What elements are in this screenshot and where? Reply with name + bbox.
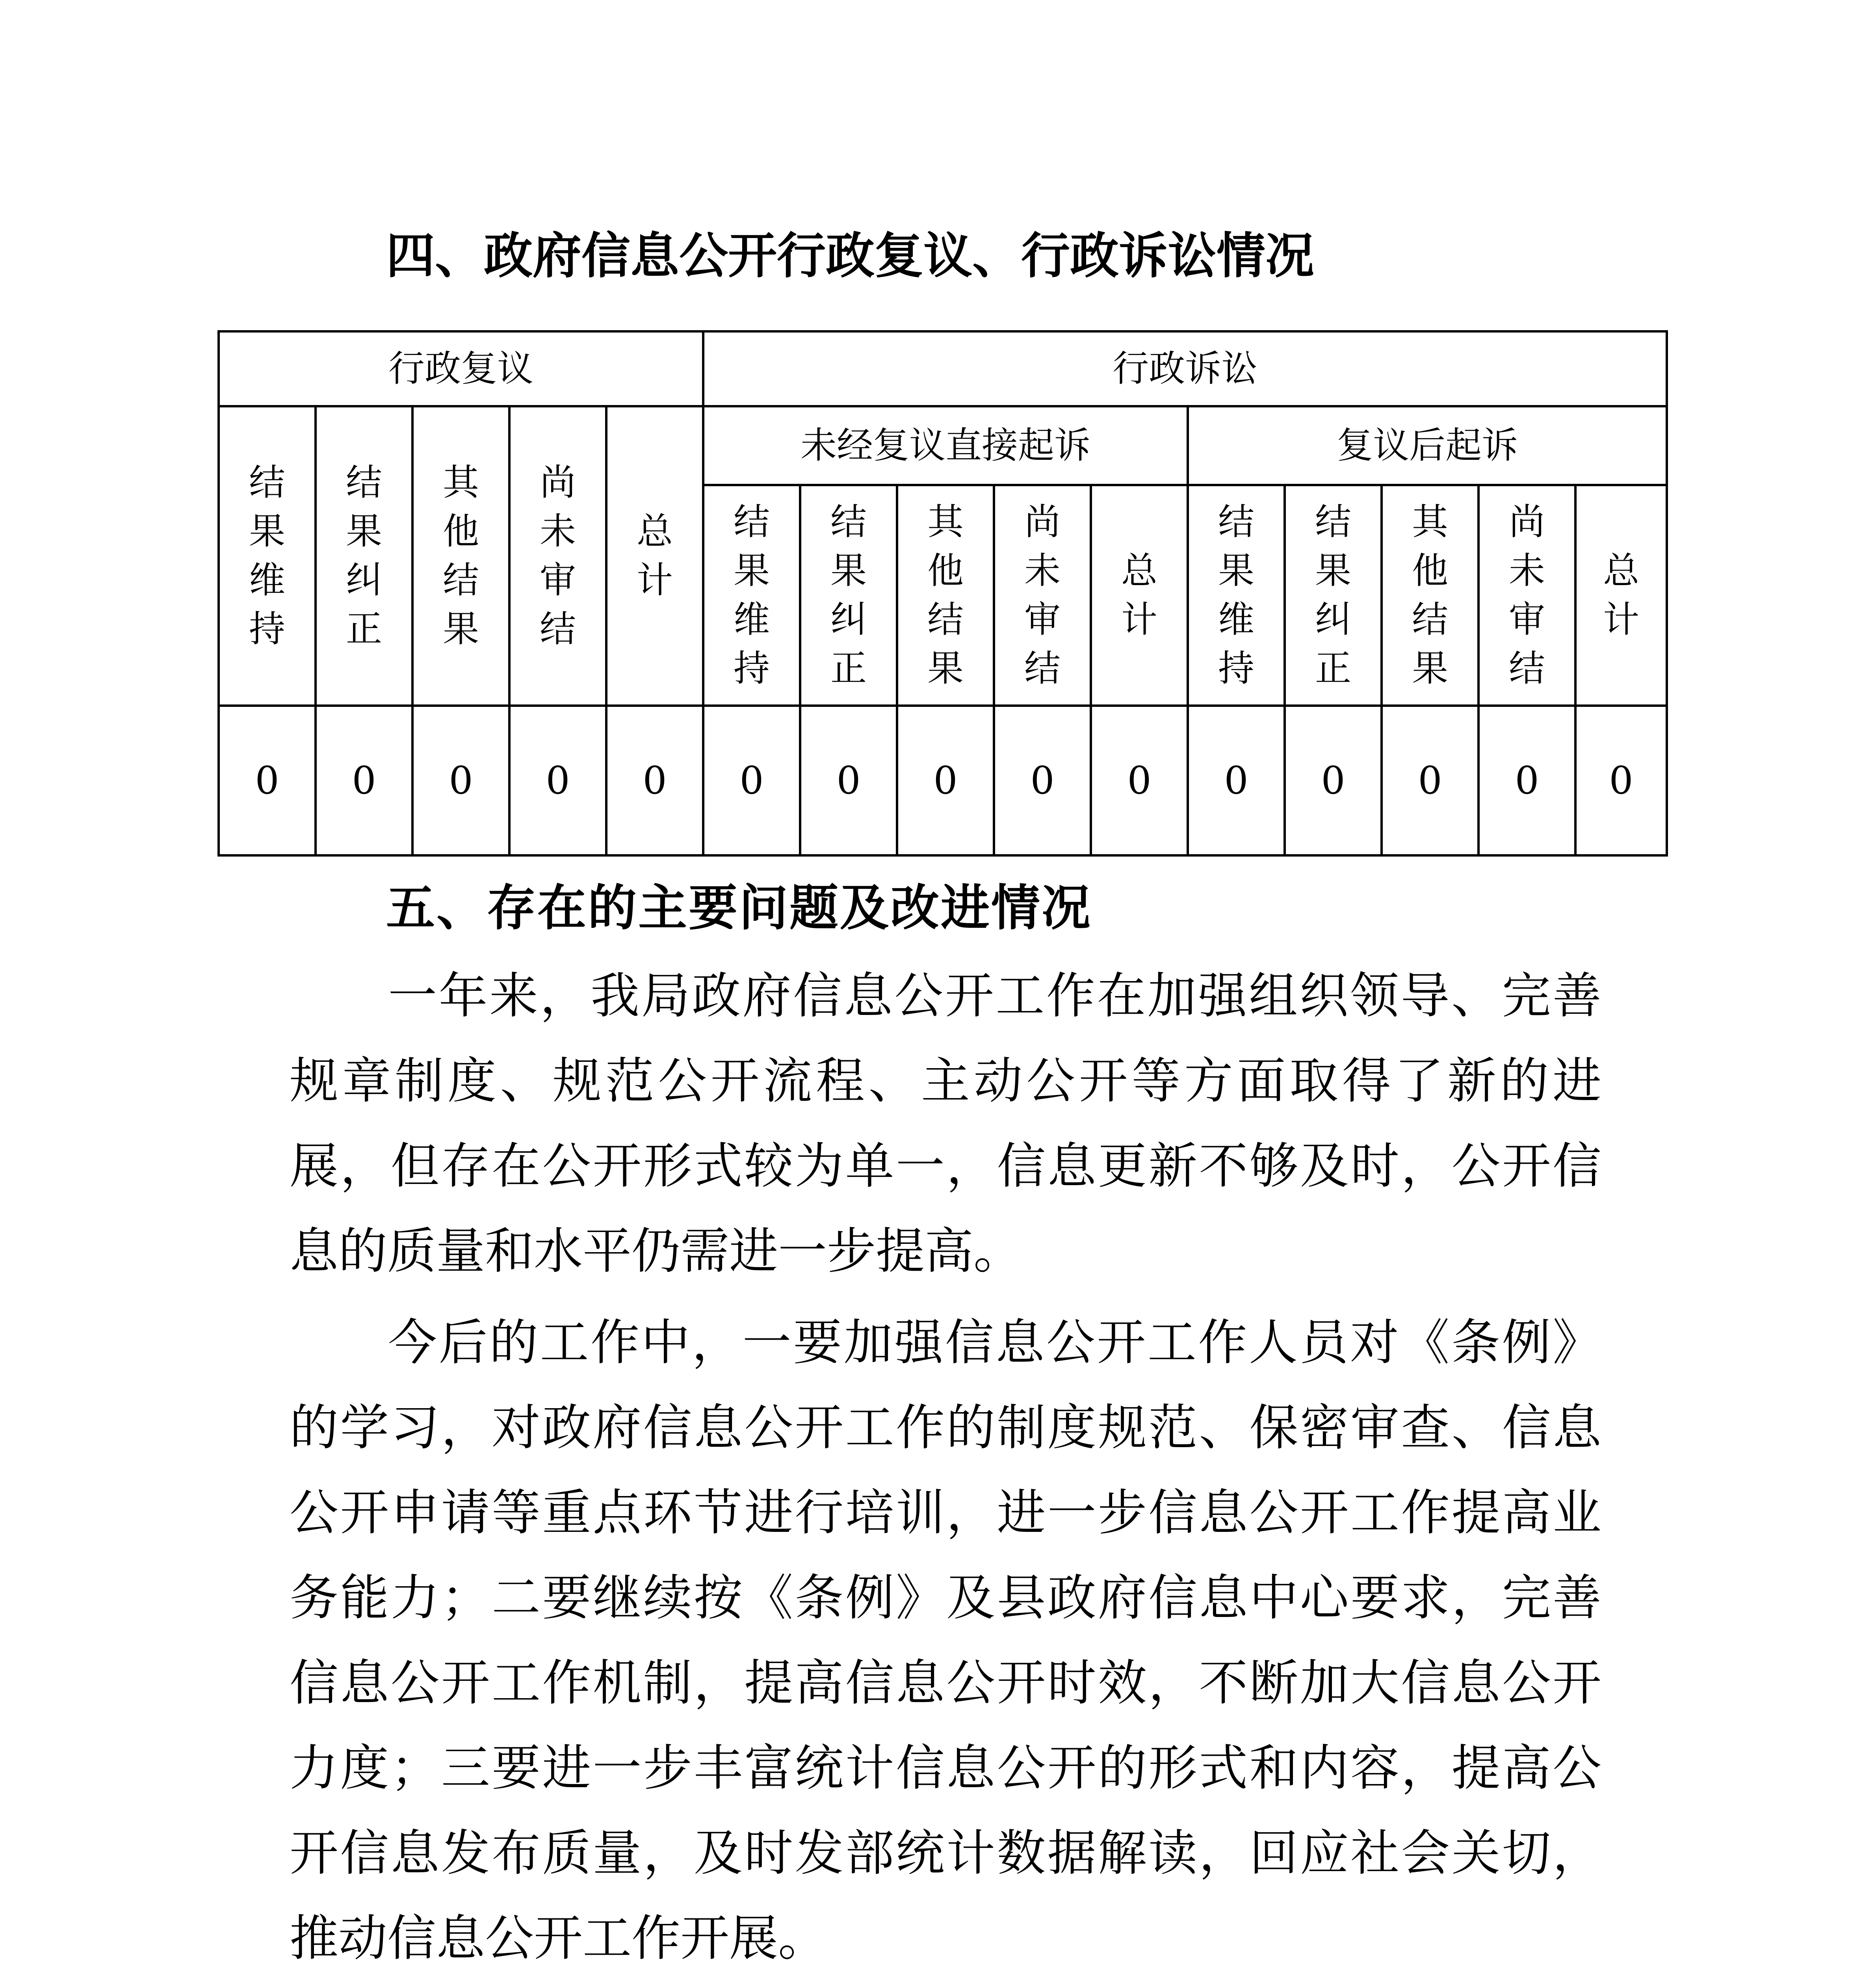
review-col-pending: 尚未审结 [509,406,606,706]
section-5-heading: 五、存在的主要问题及改进情况 [386,880,1092,937]
table-cell: 0 [219,706,316,855]
table-cell: 0 [1091,706,1188,855]
direct-col-corrected: 结果纠正 [800,485,897,706]
direct-col-pending: 尚未审结 [994,485,1091,706]
section-5-paragraph-1: 一年来，我局政府信息公开工作在加强组织领导、完善规章制度、规范公开流程、主动公开等方面取得了新的进展，但存在公开形式较为单一，信息更新不够及时，公开信息的质量和水平仍需进一步提高。 [290,968,1601,1280]
direct-col-maintained: 结果维持 [703,485,800,706]
table-cell: 0 [897,706,994,855]
table-cell: 0 [994,706,1091,855]
direct-col-other: 其他结果 [897,485,994,706]
review-col-corrected: 结果纠正 [316,406,412,706]
table-cell: 0 [800,706,897,855]
after-review-col-other: 其他结果 [1382,485,1479,706]
table-header-row-1 [219,331,1667,406]
table-cell: 0 [703,706,800,855]
table-header-row-2 [219,406,1667,485]
admin-review-litigation-table [217,330,1668,857]
after-review-suit-header: 复议后起诉 [1188,406,1667,485]
table-cell: 0 [1479,706,1575,855]
review-col-maintained: 结果维持 [219,406,316,706]
table-row [219,706,1667,855]
table-cell: 0 [606,706,703,855]
table-cell: 0 [509,706,606,855]
section-4-heading: 四、政府信息公开行政复议、行政诉讼情况 [386,228,1315,284]
review-col-total: 总计 [606,406,703,706]
section-5-paragraph-2: 今后的工作中，一要加强信息公开工作人员对《条例》的学习，对政府信息公开工作的制度规范、保密审查、信息公开申请等重点环节进行培训，进一步信息公开工作提高业务能力；二要继续按《条例》及县政府信息中心要求，完善信息公开工作机制，提高信息公开时效，不断加大信息公开力度；三要进一步丰富统计信息公开的形式和内容，提高公开信息发布质量，及时发部统计数据解读，回应社会关切，推动信息公开工作开展。 [290,1314,1601,1967]
direct-suit-header: 未经复议直接起诉 [703,406,1188,485]
after-review-col-corrected: 结果纠正 [1285,485,1382,706]
admin-review-header: 行政复议 [219,331,703,406]
table-cell: 0 [1285,706,1382,855]
table-cell: 0 [1188,706,1285,855]
table-cell: 0 [1382,706,1479,855]
after-review-col-total: 总计 [1575,485,1667,706]
table-cell: 0 [1575,706,1667,855]
direct-col-total: 总计 [1091,485,1188,706]
table-cell: 0 [412,706,509,855]
after-review-col-maintained: 结果维持 [1188,485,1285,706]
admin-litigation-header: 行政诉讼 [703,331,1667,406]
table-cell: 0 [316,706,412,855]
review-col-other: 其他结果 [412,406,509,706]
after-review-col-pending: 尚未审结 [1479,485,1575,706]
